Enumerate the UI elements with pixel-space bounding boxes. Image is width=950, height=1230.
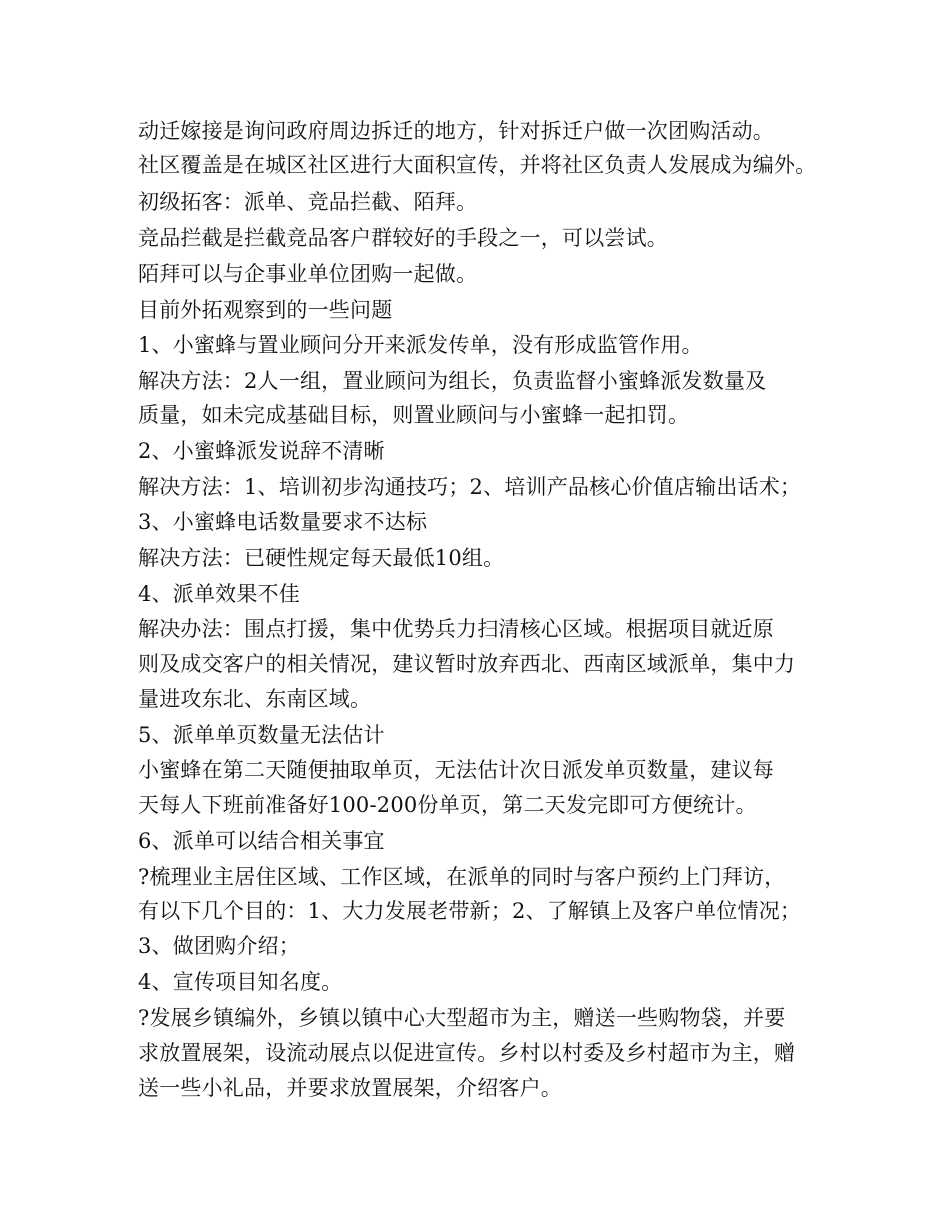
text-line: 1、小蜜蜂与置业顾问分开来派发传单，没有形成监管作用。	[138, 333, 703, 357]
text-line: 解决方法：已硬性规定每天最低10组。	[138, 546, 505, 570]
text-line: 求放置展架，设流动展点以促进宣传。乡村以村委及乡村超市为主，赠	[138, 1041, 796, 1065]
text-line: 天每人下班前准备好100-200份单页，第二天发完即可方便统计。	[138, 793, 757, 817]
text-line: 6、派单可以结合相关事宜	[138, 829, 385, 853]
text-line: 3、小蜜蜂电话数量要求不达标	[138, 510, 428, 534]
text-line: 送一些小礼品，并要求放置展架，介绍客户。	[138, 1076, 562, 1100]
text-line: 有以下几个目的：1、大力发展老带新；2、了解镇上及客户单位情况；	[138, 899, 802, 923]
text-line: 则及成交客户的相关情况，建议暂时放弃西北、西南区域派单，集中力	[138, 652, 796, 676]
text-line: 小蜜蜂在第二天随便抽取单页，无法估计次日派发单页数量，建议每	[138, 758, 774, 782]
text-line: 陌拜可以与企事业单位团购一起做。	[138, 262, 478, 286]
text-line: 量进攻东北、东南区域。	[138, 687, 372, 711]
text-line: 解决方法：2人一组，置业顾问为组长，负责监督小蜜蜂派发数量及	[138, 369, 767, 393]
text-line: 初级拓客：派单、竞品拦截、陌拜。	[138, 190, 478, 214]
text-line: 动迁嫁接是询问政府周边拆迁的地方，针对拆迁户做一次团购活动。	[138, 119, 774, 143]
text-line: 4、派单效果不佳	[138, 582, 300, 606]
text-line: 2、小蜜蜂派发说辞不清晰	[138, 439, 385, 463]
text-line: 竞品拦截是拦截竞品客户群较好的手段之一，可以尝试。	[138, 226, 668, 250]
text-line: 3、做团购介绍；	[138, 934, 300, 958]
text-line: 5、派单单页数量无法估计	[138, 723, 385, 747]
text-line: 目前外拓观察到的一些问题	[138, 298, 393, 322]
text-line: ?梳理业主居住区域、工作区域，在派单的同时与客户预约上门拜访，	[138, 865, 786, 889]
text-line: 解决办法：围点打援，集中优势兵力扫清核心区域。根据项目就近原	[138, 617, 774, 641]
text-line: 质量，如未完成基础目标，则置业顾问与小蜜蜂一起扣罚。	[138, 403, 690, 427]
text-line: ?发展乡镇编外，乡镇以镇中心大型超市为主，赠送一些购物袋，并要	[138, 1006, 786, 1030]
text-line: 4、宣传项目知名度。	[138, 970, 343, 994]
text-line: 解决方法：1、培训初步沟通技巧；2、培训产品核心价值店输出话术；	[138, 475, 802, 499]
text-line: 社区覆盖是在城区社区进行大面积宣传，并将社区负责人发展成为编外。	[138, 153, 817, 177]
